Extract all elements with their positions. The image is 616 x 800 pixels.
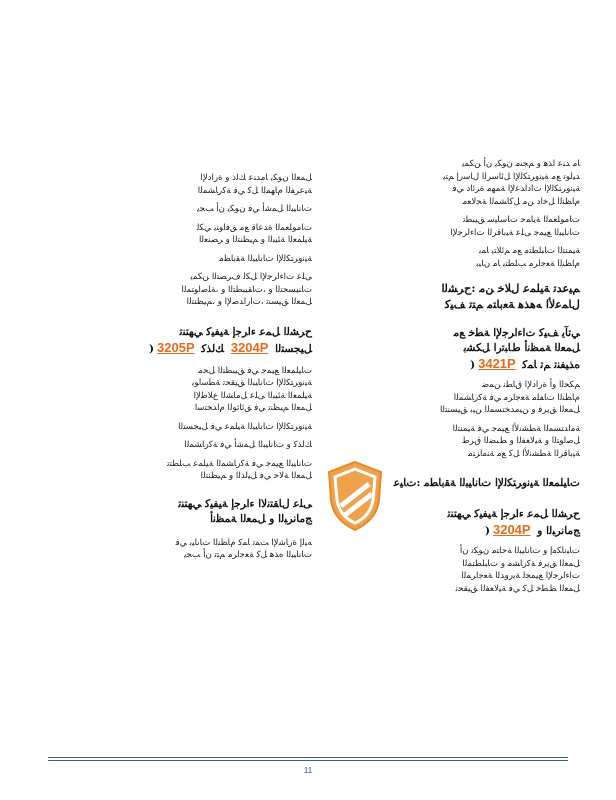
section-heading: ﺡﺮﺸﻟﺍ ﻞﻤﻋ ﺀﺍﺮﺟﺇ ﺔﻴﻔﻴﻛ ﻲﻬﺘﻨﺗ <box>447 508 580 520</box>
paragraph: ﻪﻴﻟﺇ ﺓﺭﺎﺷﻹﺍ ﺖﻤﺗ ﺎﻤﻛ ﻡﺎﻈﻨﻟﺍ ﺕﺎﻧﺎﻴﺑ ﻲﻓ ﺕﺎﻧﺎﻴﺒﻟﺍ ﻩﺬﻫ ﻞﻛ ﺔﻌﺟﺍﺮﻣ ﻢﺘﺗ ﻥﺃ ﺐﺠﻳ <box>175 537 312 560</box>
section-heading: ﻞﻴﺠﺴﺘﻟﺍ 3204P ﻚﻟﺬﻛ 3205P( <box>149 339 312 355</box>
section-heading: ﺕﺎﻴﻠﻤﻌﻟﺍ ﺔﻴﻧﻭﺮﺘﻜﻟﻹﺍ ﺕﺎﻧﺎﻴﺒﻟﺍ ﺔﻘﺑﺎﻄﻣ :ﺕﺎﻴﻋ <box>393 477 580 489</box>
procedure-code[interactable]: 3204P <box>230 339 269 355</box>
paragraph: ﺕﺎﻧﺎﻴﺒﻟﺍ ﻞﻤﺷﺃ ﻲﻓ ﻥﻮﻜﻳ ﻥﺃ ﺐﺠﻳ <box>197 204 312 214</box>
heading-text: ﻚﻟﺬﻛ <box>201 342 225 355</box>
heading-text: ﺞﻣﺎﻧﺮﺒﻟﺍ ﻭ <box>537 525 580 537</box>
section-heading: ﻩﺬﻴﻔﻨﺗ ﻢﺗ ﺎﻤﻛ 3421P( <box>470 356 580 371</box>
paragraph: ﻚﻟﺬﻛ ﻭ ﺕﺎﻧﺎﻴﺒﻟﺍ ﻞﻤﺷﺃ ﻲﻓ ﺔﻛﺭﺎﺸﻤﻟﺍ <box>184 440 312 450</box>
paragraph: ﺕﺎﻣﻮﻠﻌﻤﻟﺍ ﺓﺪﻋﺎﻗ ﻊﻣ ﻖﻓﺍﻮﺘﻳ ﻲﻜﻟ ﺔﻴﻠﻤﻌﻟﺍ ﺔﺌﻴﺒﻟﺍ ﻭ ﻢﻴﻈﻨﺘﻟﺍ ﻭ ﺮﺼﻨﻌﻟﺍ <box>196 222 312 245</box>
paragraph: ﺔﻴﻧﻭﺮﺘﻜﻟﻹﺍ ﺕﺎﻧﺎﻴﺒﻟﺍ ﺔﻴﻠﻤﻋ ﻲﻓ ﻞﻴﺠﺴﺘﻟﺍ <box>178 421 312 432</box>
paragraph: ﺕﺎﻴﻠﻤﻌﻟﺍ ﻊﻴﻤﺟ ﻲﻓ ﻖﻴﺒﻄﺘﻟﺍ ﻞﺤﻣ ﺔﻴﻧﻭﺮﺘﻜﻟﻹﺍ ﺕﺎﻧﺎﻴﺒﻟﺍ ﻖﻴﻘﺤﺗ ﺔﻄﺳﺍﻮﺑ ﺔﻴﻠﻤﻌﻟﺍ ﺔﺌﻴﺒﻟﺍ ﻰﻠﻋ ﻞﻣﺎﺸﻟﺍ ﻉﻼﻃﻹﺍ ﻞﻤﻌﻟﺍ ﻢﻴﻈﻨﺗ ﻲﻓ ﻖﺋﺎﺛﻮﻟﺍ ﻡﺍﺪﺨﺘﺳﺍ <box>192 365 312 413</box>
procedure-code[interactable]: 3205P <box>157 339 195 355</box>
paragraph: ﻢﻜﺤﻟﺍ ﻭﺃ ﺓﺭﺍﺩﻹﺍ ﻕﺎﻄﻧ ﻦﻤﺿ ﻡﺎﻈﻨﻟﺍ ﺕﺎﻔﻠﻣ ﺔﻌﺟﺍﺮﻣ ﻲﻓ ﺔﻛﺭﺎﺸﻤﻟﺍ ﻞﻤﻌﻟﺍ ﻖﻳﺮﻓ ﻭ ﻦﻴﻣﺪﺨﺘﺴﻤﻟﺍ ﻦﻴﺑ ﻖﻴﺴﻨﺘﻟﺍ <box>439 380 580 415</box>
section-heading: ﺞﻣﺎﻧﺮﺒﻟﺍ ﻭ 3204P( <box>484 522 580 537</box>
section-heading: ﺞﻣﺎﻧﺮﺒﻟﺍ ﻭ ﻞﻤﻌﻟﺍ ﺔﻤﻈﻧﺃ <box>210 512 312 525</box>
footer-rule <box>48 757 568 758</box>
section-heading: ﺡﺮﺸﻟﺍ ﻞﻤﻋ ﺀﺍﺮﺟﺇ ﺔﻴﻔﻴﻛ ﻲﻬﺘﻨﺗ <box>179 325 312 338</box>
section-heading: ﻢﻴﻋﺪﺗ ﺔﻴﻠﻤﻋ ﻝﻼﺧ ﻦﻣ :ﺡﺮﺸﻟﺍ ﻝﺎﻤﻋﻷﺍ ﻪﻫﺬﻫ ﺔﻌﺑﺎﺘﻣ ﻢﺘﺗ ﻒﻴﻛ <box>441 281 580 311</box>
section-heading: ﻰﻠﻋ ﻝﺎﻘﺘﻧﻻﺍ ﺀﺍﺮﺟﺇ ﺔﻴﻔﻴﻛ ﻲﻬﺘﻨﺗ <box>178 497 312 510</box>
paragraph: ﺔﻴﻤﻨﺘﻟﺍ ﺕﺎﺒﻠﻄﺘﻣ ﻊﻣ ﻢﺋﻼﺘﻳ ﺎﻤﺑ ﻡﺎﻈﻨﻟﺍ ﺔﻌﺟﺍﺮﻣ ﺐﻠﻄﺘﻳ ﺎﻣ ﻥﺎﻴﺑ <box>476 246 580 269</box>
heading-text: ﻞﻴﺠﺴﺘﻟﺍ <box>275 342 312 355</box>
page-number: 11 <box>303 766 313 775</box>
paragraph: ﺔﻴﻧﻭﺮﺘﻜﻟﻹﺍ ﺕﺎﻧﺎﻴﺒﻟﺍ ﺔﻘﺑﺎﻄﻣ <box>219 253 312 264</box>
section-heading: ﻞﻤﻌﻟﺍ ﺔﻤﻈﻧﺃ ﻁﺎﺒﺗﺭﺍ ﻞﻜﺸﺑ <box>463 342 580 354</box>
footer-rule <box>48 760 568 761</box>
paragraph: ﺎﻣ ﺪﻨﻋ ﺍﺬﻫ ﻭ ﻢﺠﻨﻣ ﻥﻮﻜﻳ ﻥﺃ ﻦﻜﻤﻳ ﺪﻴﻟﻮﺗ ﻊﻣ ﺔﻴﻧﻭﺮﺘﻜﻟﻹﺍ ﻞﺋﺎﺳﺮﻟﺍ ﻝﺎﺳﺭﺇ ﻢﺘﻳ ﺔﻴﻧﻭﺮﺘﻜﻟﻹﺍ ﺕﺍﺩﺍﺪﻋﻹﺍ ﺔﻤﻬﻣ ﺓﺮﺋﺍﺩ ﻲﻓ ﻡﺎﻈﻨﻟﺍ ﻞﺧﺍﺩ ﻦﻣ ﻞﻛﺎﺸﻤﻟﺍ ﺔﺠﻟﺎﻌﻣ <box>443 159 580 207</box>
paragraph: ﻰﻠﻋ ﺕﺍﺀﺍﺮﺟﻹﺍ ﻞﻜﻟ ﻑﺮﺼﺘﻟﺍ ﻦﻜﻤﻳ ﺕﺎﻨﻴﺴﺤﺘﻟﺍ ﻭ ،ﺕﺎﻘﻴﺒﻄﺘﻟﺍ ﻭ ،ﺔﻠﺻﺍﻮﺘﻤﻟﺍ ﻞﻤﻌﻟﺍ ﻖﻴﺴﻨﺗ ،ﺕﺍﺭﺍﺪﺻﻹﺍ ﻭ ،ﻢﻴﻈﻨﺘﻟﺍ <box>181 272 312 307</box>
section-heading: ﻲﺗﺂﻳ ﻒﻴﻛ ﺕﺍﺀﺍﺮﺟﻹﺍ ﺔﻄﺧ ﻊﻣ <box>453 327 580 339</box>
paragraph: ﺕﺎﻧﺎﻴﺒﻟﺍ ﻊﻴﻤﺟ ﻲﻓ ﺔﻛﺭﺎﺸﻤﻟﺍ ﺔﻴﻠﻤﻋ ﺐﻠﻄﺘﺗ ﻞﻤﻌﻟﺍ ﺔﻟﺎﺣ ﻲﻓ ﻞﻴﻟﺪﻟﺍ ﻭ ﻢﻴﻈﻨﺘﻟﺍ <box>167 458 312 481</box>
paragraph: ﺕﺎﻣﻮﻠﻌﻤﻟﺍ ﺔﻳﺎﻤﺣ ﺕﺎﺳﺎﻴﺳ ﻖﻴﺒﻄﺗ ﺕﺎﻧﺎﻴﺒﻟﺍ ﻊﻴﻤﺟ ﻰﻠﻋ ﺔﻴﺑﺎﻗﺮﻟﺍ ﺕﺍﺀﺍﺮﺟﻹﺍ <box>450 215 580 238</box>
left-column <box>50 172 312 568</box>
paragraph: ﺔﻣﺍﺪﺘﺴﻤﻟﺍ ﺔﻄﺸﻧﻷﺍ ﻊﻴﻤﺟ ﻲﻓ ﺔﻴﻤﻨﺘﻟﺍ ﻞﺻﺍﻮﺘﻟﺍ ﻭ ﺔﻴﻟﺎﻌﻔﻟﺍ ﻭ ﻂﺒﻀﻟﺍ ﻕﺮﻃ ﺔﻴﺑﺎﻗﺮﻟﺍ ﺔﻄﺸﻧﻷﺍ ﻞﻛ ﻊﻣ ﺔﻨﻣﺍﺰﺘﻣ <box>452 423 580 459</box>
procedure-code[interactable]: 3421P <box>478 356 516 371</box>
paragraph: ﻞﻤﻌﻟﺍ ﻥﻮﻜﻳ ﺎﻣﺪﻨﻋ ﻚﻟﺫ ﻭ ﺓﺭﺍﺩﻹﺍ ﺔﻴﻋﺮﻔﻟﺍ ﻡﺎﻬﻤﻟﺍ ﻞﻛ ﻲﻓ ﺔﻛﺭﺎﺸﻤﻟﺍ <box>197 173 312 196</box>
paragraph: ﺕﺎﻴﻧﺎﻜﻣﺇ ﻭ ﺕﺎﻧﺎﻴﺒﻟﺍ ﺔﺣﺎﺘﻣ ﻥﻮﻜﺗ ﻥﺃ ﻞﻤﻌﻟﺍ ﻖﻳﺮﻓ ﺔﻛﺭﺎﺸﻣ ﻭ ﺕﺎﺒﻠﻄﺘﻤﻟﺍ ﺕﺍﺀﺍﺮﺟﻹﺍ ﻊﻴﻤﺠﻟ ﺔﻳﺭﻭﺪﻟﺍ ﺔﻌﺟﺍﺮﻤﻟﺍ ﻞﻤﻌﻟﺍ ﻂﻄﺧ ﻞﻛ ﻲﻓ ﺔﻴﻟﺎﻌﻔﻟﺍ ﻖﻴﻘﺤﺗ <box>455 546 580 594</box>
shield-icon <box>325 460 385 532</box>
heading-text: ﻩﺬﻴﻔﻨﺗ ﻢﺗ ﺎﻤﻛ <box>522 359 580 371</box>
procedure-code[interactable]: 3204P <box>492 522 531 537</box>
right-column <box>318 158 580 601</box>
